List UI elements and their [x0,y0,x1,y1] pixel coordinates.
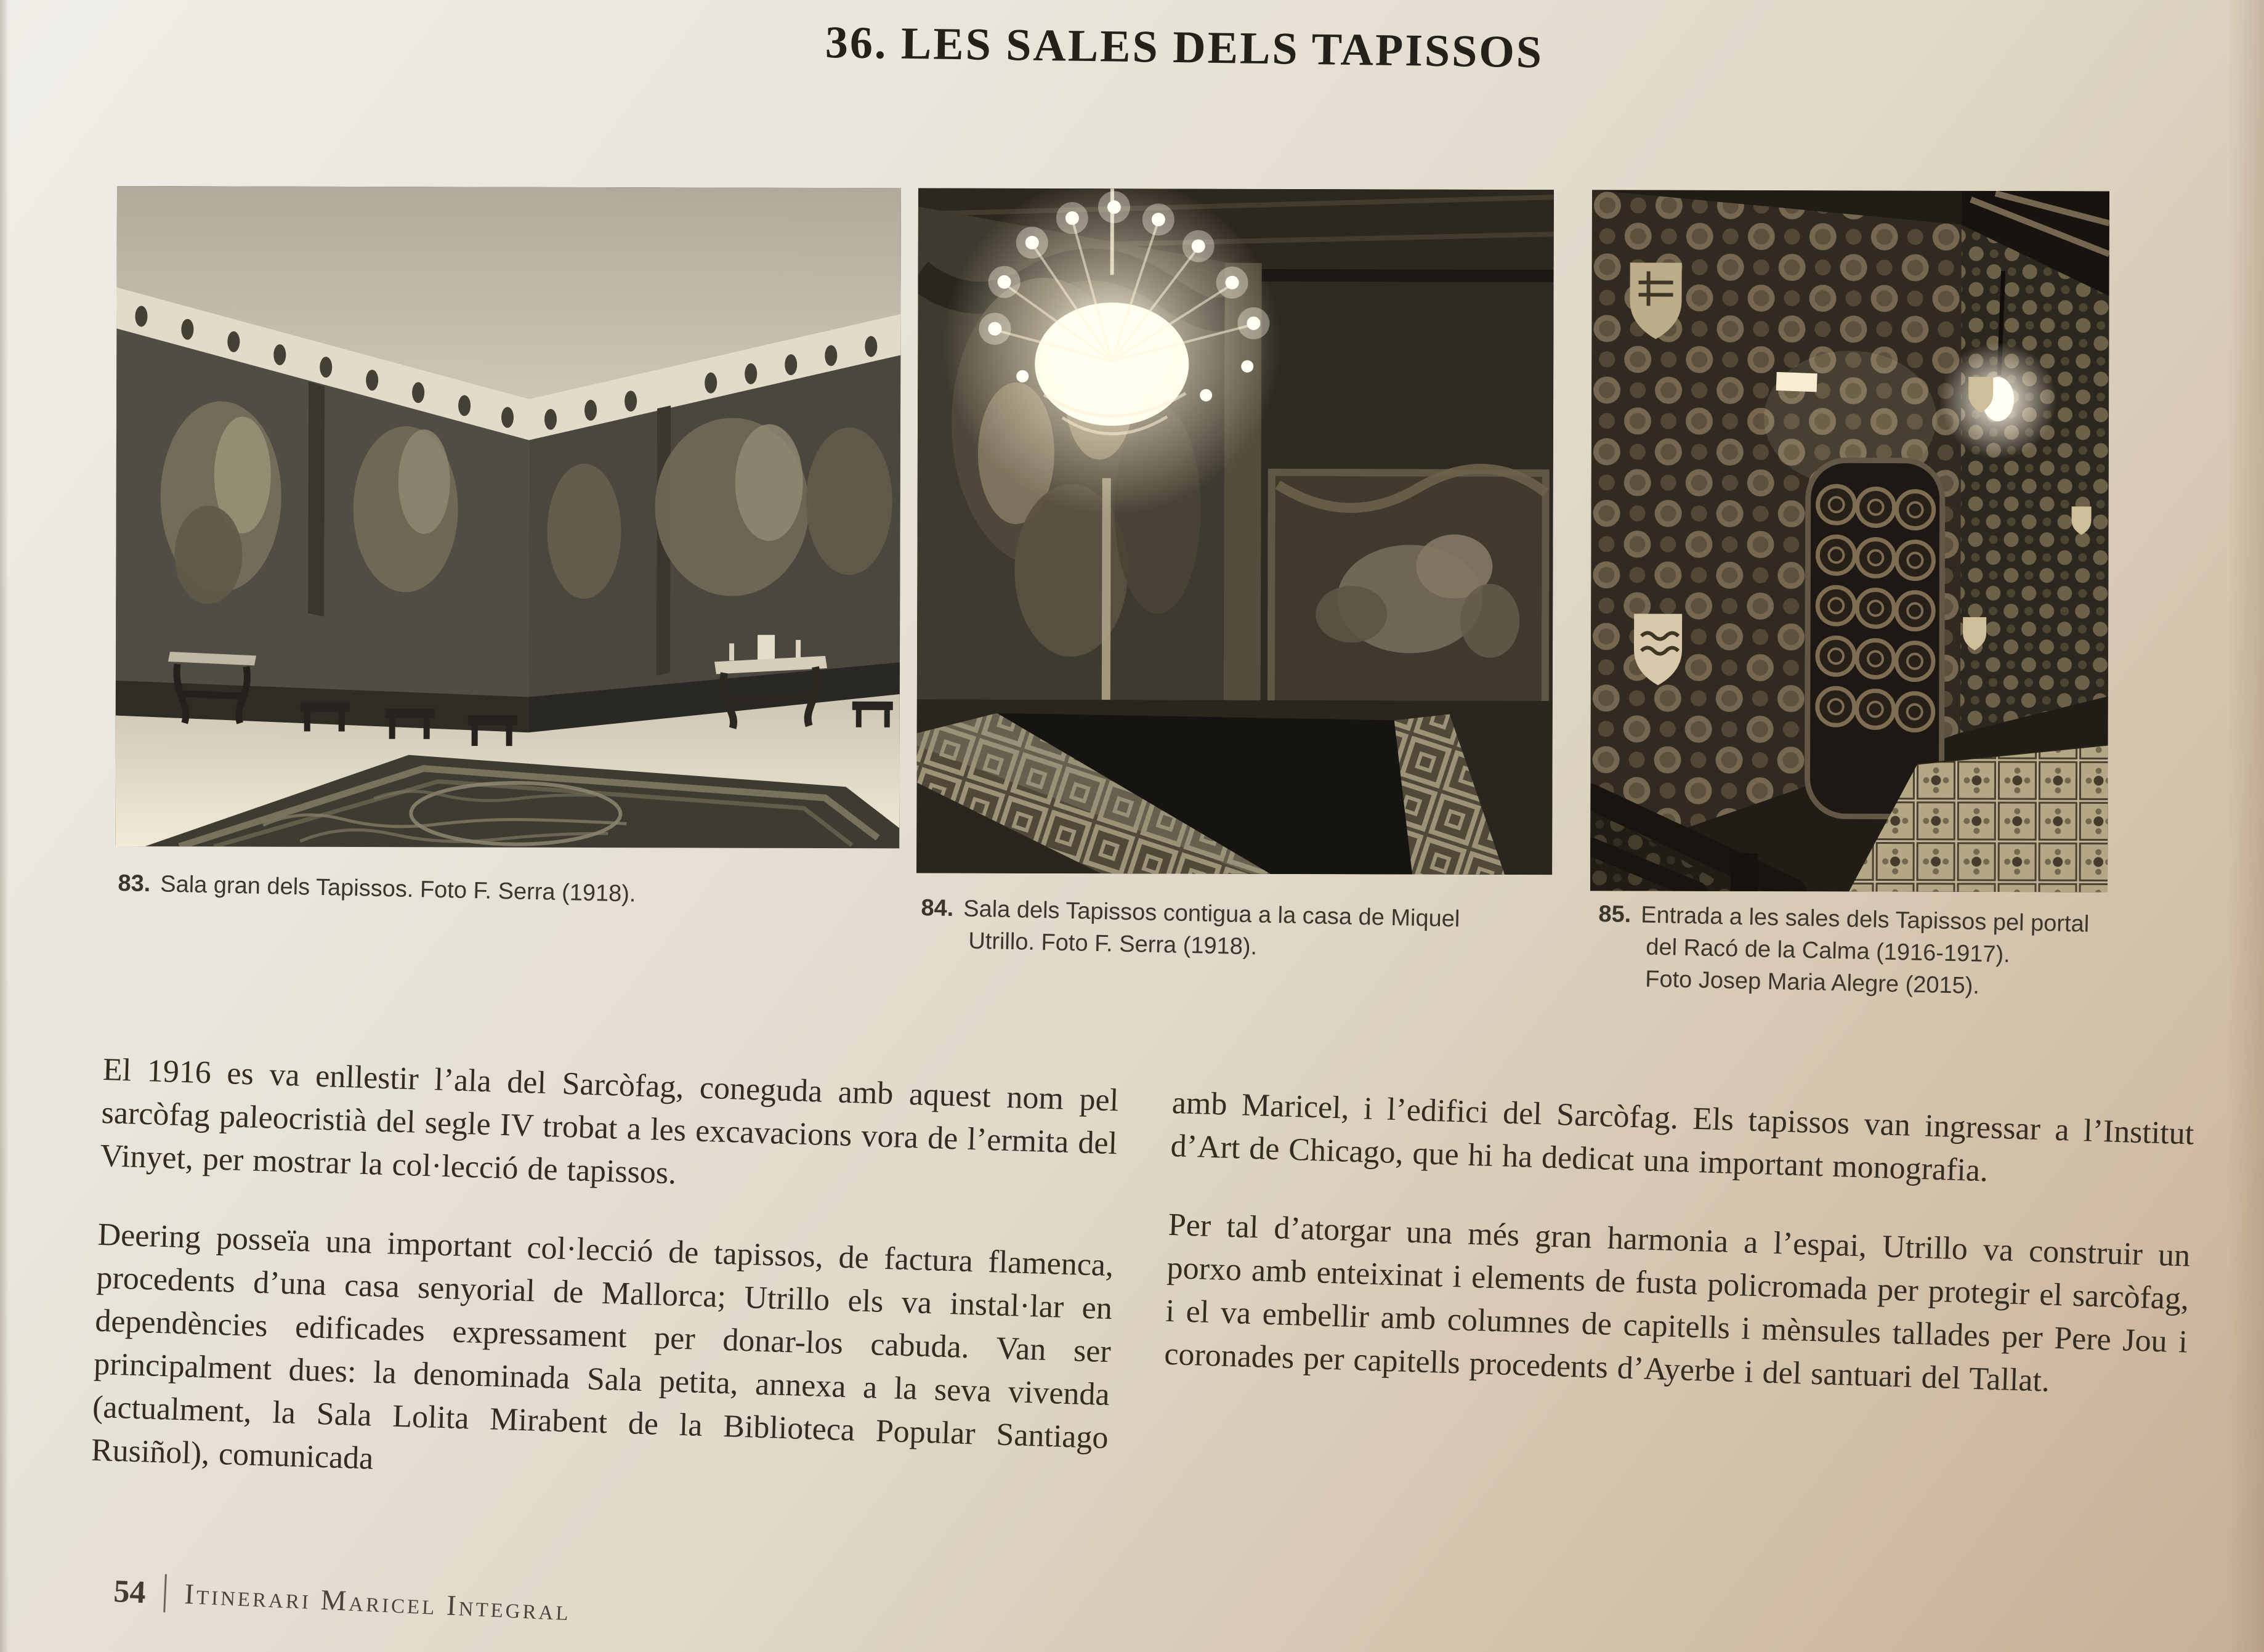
tiled-entrance-illustration [1590,190,2109,892]
figure-83-photo [115,186,901,848]
caption-text: Sala gran dels Tapissos. Foto F. Serra (1918). [160,871,636,907]
figure-number: 85. [1598,901,1631,928]
paragraph: amb Maricel, i l’edifici del Sarcòfag. Els tapissos van ingressar a l’Institut d’Art de Chicago, que hi ha dedicat una important monografia. [1170,1085,2195,1189]
figure-number: 84. [921,894,954,922]
page-footer [113,1572,572,1630]
paragraph: El 1916 es va enllestir l’ala del Sarcòfag, coneguda amb aquest nom pel sarcòfag paleocristià del segle IV trobat a les excavacions vora de l’ermita del Vinyet, per mostrar la col·lecció de tapissos. [99,1051,1120,1191]
figure-85-caption [1597,898,2220,1007]
figure-84-photo [916,188,1554,875]
figure-row [115,186,2109,892]
chandelier-room-illustration [916,188,1554,875]
paragraph: Per tal d’atorgar una més gran harmonia a l’espai, Utrillo va construir un porxo amb enteixinat i elements de fusta policromada per protegir el sarcòfag, i el va embellir amb columnes de capitells i mènsules tallades per Pere Jou i coronades per capitells procedents d’Ayerbe i del santuari del Tallat. [1163,1207,2191,1399]
body-right-column [1163,1082,2195,1443]
figure-84-caption [920,892,1647,971]
tapestry-great-hall-illustration [115,186,901,848]
caption-text: Entrada a les sales dels Tapissos pel portal del Racó de la Calma (1916-1917). Foto Josep Maria Alegre (2015). [1640,902,2090,999]
figure-85-photo [1590,190,2109,892]
paragraph: Deering posseïa una important col·lecció de tapissos, de factura flamenca, procedents d’una casa senyorial de Mallorca; Utrillo els va instal·lar en dependències edificades expressament per donar-los cabuda. Van ser principalment dues: la denominada Sala petita, annexa a la seva vivenda (actualment, la Sala Lolita Mirabent de la Biblioteca Popular Santiago Rusiñol), comunicada [91,1217,1114,1476]
footer-page-number: 54 [113,1573,147,1610]
footer-separator [163,1574,167,1613]
caption-text: Sala dels Tapissos contigua a la casa de Miquel Utrillo. Foto F. Serra (1918). [963,896,1460,960]
page-title: 36. LES SALES DELS TAPISSOS [825,17,1544,78]
footer-book-title: Itinerari Maricel Integral [184,1578,572,1627]
body-left-column [89,1048,1119,1539]
figure-number: 83. [118,870,151,897]
